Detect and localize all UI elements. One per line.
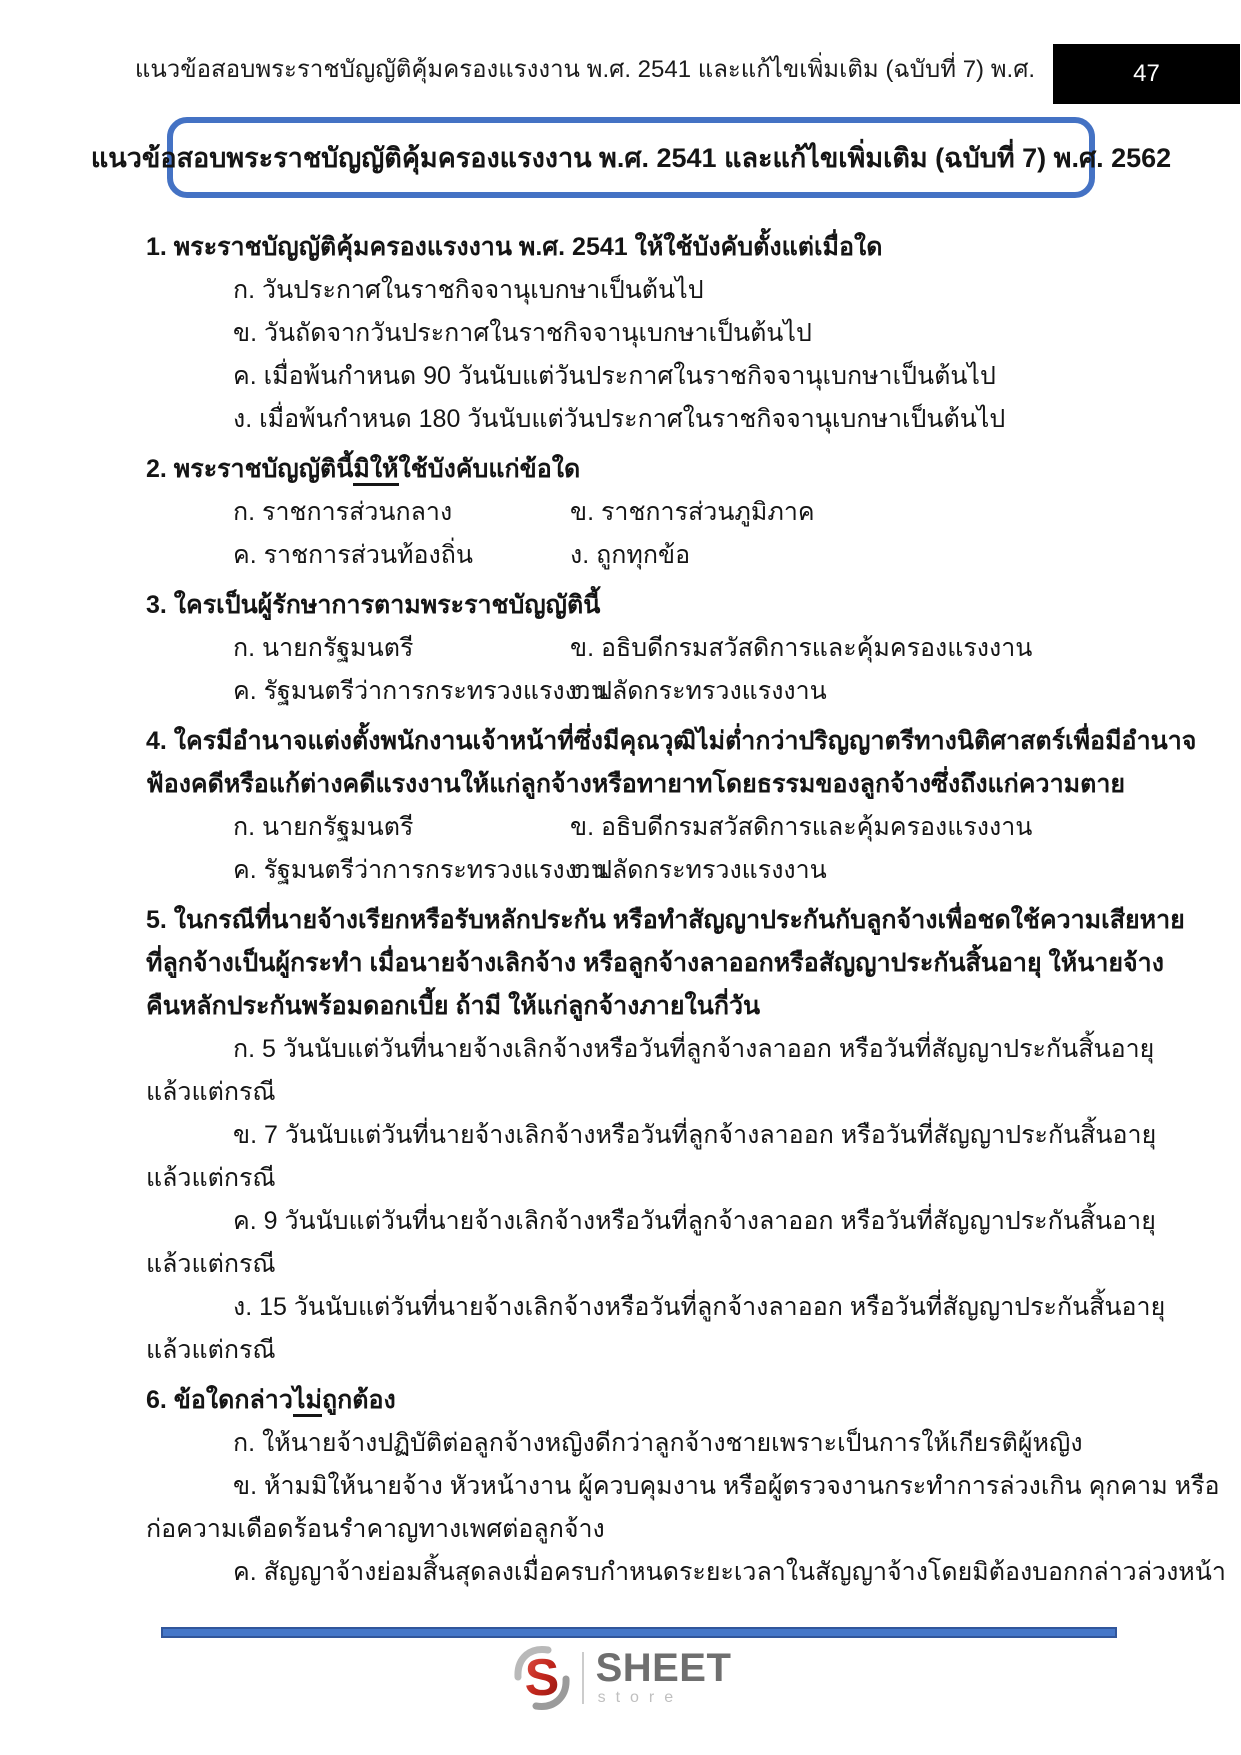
question-5-option-d: ง. 15 วันนับแต่วันที่นายจ้างเลิกจ้างหรือวันที่ลูกจ้างลาออก หรือวันที่สัญญาประกันสิ้นอายุ bbox=[233, 1293, 1166, 1321]
question-1-option-a: ก. วันประกาศในราชกิจจานุเบกษาเป็นต้นไป bbox=[233, 276, 704, 304]
question-3-option-b: ข. อธิบดีกรมสวัสดิการและคุ้มครองแรงงาน bbox=[570, 634, 1033, 662]
logo-s-letter: S bbox=[524, 1649, 559, 1707]
question-4-option-b: ข. อธิบดีกรมสวัสดิการและคุ้มครองแรงงาน bbox=[570, 813, 1033, 841]
question-6-title-underlined: ไม่ bbox=[293, 1386, 322, 1417]
brand-text bbox=[595, 1645, 732, 1707]
question-2 bbox=[146, 448, 1104, 577]
question-2-option-d: ง. ถูกทุกข้อ bbox=[570, 541, 691, 569]
question-5-title-line3: คืนหลักประกันพร้อมดอกเบี้ย ถ้ามี ให้แก่ลูกจ้างภายในกี่วัน bbox=[146, 992, 761, 1020]
question-2-title-pre: 2. พระราชบัญญัตินี้ bbox=[146, 455, 354, 483]
question-5-option-a: ก. 5 วันนับแต่วันที่นายจ้างเลิกจ้างหรือวันที่ลูกจ้างลาออก หรือวันที่สัญญาประกันสิ้นอายุ bbox=[233, 1035, 1155, 1063]
question-3-option-row-1 bbox=[146, 627, 1104, 670]
question-4-title-line2: ฟ้องคดีหรือแก้ต่างคดีแรงงานให้แก่ลูกจ้างหรือทายาทโดยธรรมของลูกจ้างซึ่งถึงแก่ความตาย bbox=[146, 770, 1126, 798]
question-4-option-a: ก. นายกรัฐมนตรี bbox=[233, 813, 414, 841]
question-3-option-d: ง. ปลัดกระทรวงแรงงาน bbox=[570, 677, 827, 705]
brand-divider bbox=[582, 1652, 584, 1704]
question-5 bbox=[146, 899, 1185, 1372]
question-5-title-line2: ที่ลูกจ้างเป็นผู้กระทำ เมื่อนายจ้างเลิกจ้าง หรือลูกจ้างลาออกหรือสัญญาประกันสิ้นอายุ ให้นายจ้าง bbox=[146, 949, 1164, 977]
question-2-title-post: ใช้บังคับแก่ข้อใด bbox=[398, 455, 581, 483]
question-5-option-b-continuation: แล้วแต่กรณี bbox=[146, 1164, 276, 1192]
question-3-option-row-2 bbox=[146, 670, 1104, 713]
question-5-option-a-continuation: แล้วแต่กรณี bbox=[146, 1078, 276, 1106]
question-1 bbox=[146, 226, 1104, 441]
question-4 bbox=[146, 720, 1197, 892]
question-3-title: 3. ใครเป็นผู้รักษาการตามพระราชบัญญัตินี้ bbox=[146, 591, 601, 619]
question-3-option-c: ค. รัฐมนตรีว่าการกระทรวงแรงงาน bbox=[233, 677, 608, 705]
question-4-title-line1: 4. ใครมีอำนาจแต่งตั้งพนักงานเจ้าหน้าที่ซึ่งมีคุณวุฒิไม่ต่ำกว่าปริญญาตรีทางนิติศาสตร์เพื่อมีอำนาจ bbox=[146, 727, 1197, 755]
question-6 bbox=[146, 1379, 1226, 1594]
question-4-option-row-1 bbox=[146, 806, 1104, 849]
question-5-option-d-continuation: แล้วแต่กรณี bbox=[146, 1336, 276, 1364]
question-3-option-a: ก. นายกรัฐมนตรี bbox=[233, 634, 414, 662]
question-1-title: 1. พระราชบัญญัติคุ้มครองแรงงาน พ.ศ. 2541 ให้ใช้บังคับตั้งแต่เมื่อใด bbox=[146, 233, 883, 261]
question-6-option-b-continuation: ก่อความเดือดร้อนรำคาญทางเพศต่อลูกจ้าง bbox=[146, 1515, 605, 1543]
questions-area bbox=[146, 226, 1226, 1594]
page-number: 47 bbox=[1133, 60, 1160, 87]
question-2-option-b: ข. ราชการส่วนภูมิภาค bbox=[570, 498, 815, 526]
question-2-option-row-2 bbox=[146, 534, 1104, 577]
sheet-store-logo-icon bbox=[510, 1645, 574, 1711]
question-4-option-c: ค. รัฐมนตรีว่าการกระทรวงแรงงาน bbox=[233, 856, 608, 884]
footer-brand bbox=[0, 1645, 1241, 1711]
page-header-title: แนวข้อสอบพระราชบัญญัติคุ้มครองแรงงาน พ.ศ. 2541 และแก้ไขเพิ่มเติม (ฉบับที่ 7) พ.ศ. bbox=[134, 56, 1036, 83]
brand-name: SHEET bbox=[595, 1645, 732, 1690]
question-5-option-c: ค. 9 วันนับแต่วันที่นายจ้างเลิกจ้างหรือวันที่ลูกจ้างลาออก หรือวันที่สัญญาประกันสิ้นอายุ bbox=[233, 1207, 1156, 1235]
question-6-option-b: ข. ห้ามมิให้นายจ้าง หัวหน้างาน ผู้ควบคุมงาน หรือผู้ตรวจงานกระทำการล่วงเกิน คุกคาม หรือ bbox=[233, 1472, 1220, 1500]
exam-title-box bbox=[90, 117, 1172, 198]
question-5-option-b: ข. 7 วันนับแต่วันที่นายจ้างเลิกจ้างหรือวันที่ลูกจ้างลาออก หรือวันที่สัญญาประกันสิ้นอายุ bbox=[233, 1121, 1157, 1149]
question-2-option-row-1 bbox=[146, 491, 1104, 534]
question-1-option-c: ค. เมื่อพ้นกำหนด 90 วันนับแต่วันประกาศในราชกิจจานุเบกษาเป็นต้นไป bbox=[233, 362, 996, 390]
question-4-option-d: ง. ปลัดกระทรวงแรงงาน bbox=[570, 856, 827, 884]
question-6-option-a: ก. ให้นายจ้างปฏิบัติต่อลูกจ้างหญิงดีกว่าลูกจ้างชายเพราะเป็นการให้เกียรติผู้หญิง bbox=[233, 1429, 1083, 1457]
question-6-title-pre: 6. ข้อใดกล่าว bbox=[146, 1386, 293, 1414]
question-6-title bbox=[146, 1379, 1104, 1422]
exam-title: แนวข้อสอบพระราชบัญญัติคุ้มครองแรงงาน พ.ศ. 2541 และแก้ไขเพิ่มเติม (ฉบับที่ 7) พ.ศ. 2562 bbox=[90, 143, 1172, 173]
page-number-badge bbox=[1053, 44, 1240, 104]
question-5-title-line1: 5. ในกรณีที่นายจ้างเรียกหรือรับหลักประกัน หรือทำสัญญาประกันกับลูกจ้างเพื่อชดใช้ความเสียหาย bbox=[146, 906, 1185, 934]
question-2-option-c: ค. ราชการส่วนท้องถิ่น bbox=[233, 541, 473, 569]
question-1-option-b: ข. วันถัดจากวันประกาศในราชกิจจานุเบกษาเป็นต้นไป bbox=[233, 319, 812, 347]
question-2-title-underlined: มิให้ bbox=[353, 455, 398, 486]
question-2-option-a: ก. ราชการส่วนกลาง bbox=[233, 498, 453, 526]
question-5-option-c-continuation: แล้วแต่กรณี bbox=[146, 1250, 276, 1278]
question-4-option-row-2 bbox=[146, 849, 1104, 892]
footer-divider-bar bbox=[161, 1627, 1117, 1638]
question-6-title-post: ถูกต้อง bbox=[321, 1386, 396, 1414]
brand-subtitle: store bbox=[597, 1688, 684, 1706]
question-3 bbox=[146, 584, 1104, 713]
question-1-option-d: ง. เมื่อพ้นกำหนด 180 วันนับแต่วันประกาศในราชกิจจานุเบกษาเป็นต้นไป bbox=[233, 405, 1006, 433]
question-6-option-c: ค. สัญญาจ้างย่อมสิ้นสุดลงเมื่อครบกำหนดระยะเวลาในสัญญาจ้างโดยมิต้องบอกกล่าวล่วงหน้า bbox=[233, 1558, 1226, 1586]
question-2-title bbox=[146, 448, 1104, 491]
